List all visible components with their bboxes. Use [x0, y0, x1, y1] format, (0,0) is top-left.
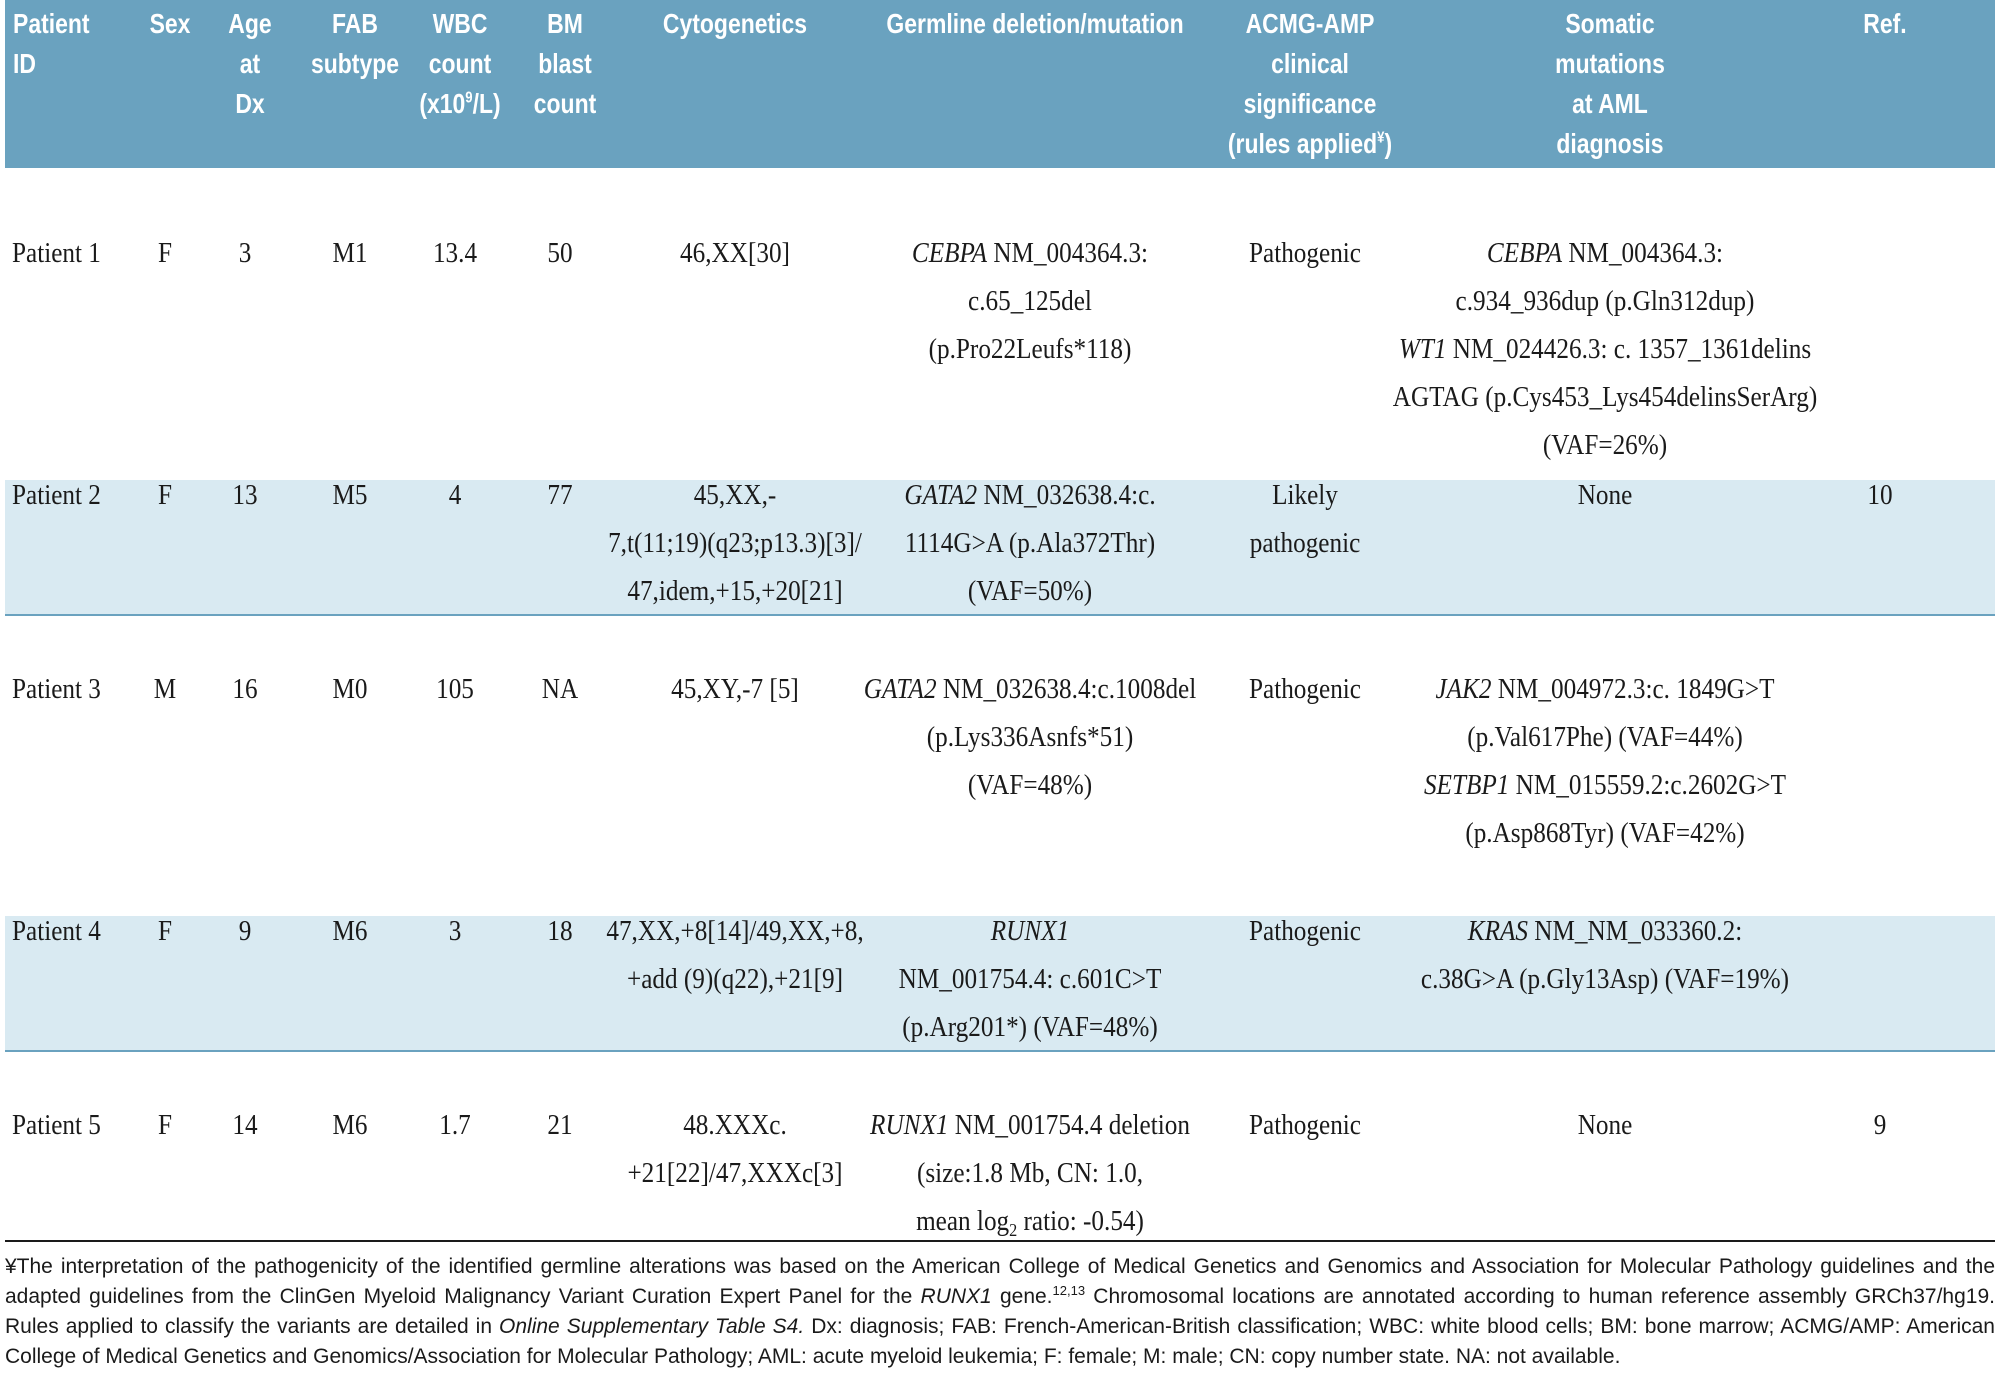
cell-fab: M0: [332, 674, 368, 705]
cell-sex: F: [157, 916, 173, 947]
gene-name: GATA2: [863, 674, 937, 705]
cell-ref: 9: [1873, 1110, 1887, 1141]
cell-somatic: None: [1577, 1110, 1633, 1141]
cell-wbc: 3: [448, 916, 462, 947]
cell-acmg: Pathogenic: [1249, 674, 1361, 705]
cell-cytogenetics: 46,XX[30]: [680, 238, 790, 269]
gene-name: JAK2: [1435, 674, 1492, 705]
gene-name: CEBPA: [911, 238, 988, 269]
header-acmg: ACMG-AMP clinical significance (rules applied¥): [1227, 8, 1393, 159]
header-patient-id: Patient ID: [13, 8, 90, 79]
cell-acmg: Pathogenic: [1249, 238, 1361, 269]
cell-sex: F: [157, 480, 173, 511]
cell-sex: M: [153, 674, 177, 705]
cell-wbc: 105: [436, 674, 474, 705]
cell-age: 3: [238, 238, 252, 269]
cell-germline: RUNX1 NM_001754.4 deletion (size:1.8 Mb, CN: 1.0, mean $\log_2$ ratio: -0.54): [870, 1110, 1190, 1240]
cell-wbc: 13.4: [432, 238, 478, 269]
header-cytogenetics: Cytogenetics: [662, 8, 808, 39]
cell-fab: M5: [332, 480, 368, 511]
cell-wbc: 4: [448, 480, 462, 511]
cell-germline: GATA2 NM_032638.4:c.1008del (p.Lys336Asnfs*51) (VAF=48%): [863, 674, 1197, 801]
cell-patient-id: Patient 1: [12, 238, 101, 269]
cell-cytogenetics: 47,XX,+8[14]/49,XX,+8, +add (9)(q22),+21[9]: [606, 916, 864, 995]
cell-acmg: Pathogenic: [1249, 916, 1361, 947]
cell-patient-id: Patient 4: [12, 916, 101, 947]
header-germline: Germline deletion/mutation: [886, 8, 1184, 39]
cell-age: 16: [232, 674, 258, 705]
cell-germline: RUNX1 NM_001754.4: c.601C>T (p.Arg201*) (VAF=48%): [898, 916, 1162, 1043]
gene-name: GATA2: [904, 480, 978, 511]
cell-somatic: None: [1577, 480, 1633, 511]
cell-bm: 18: [547, 916, 573, 947]
header-bm: BM blast count: [533, 8, 597, 119]
cell-wbc: 1.7: [439, 1110, 471, 1141]
cell-age: 9: [238, 916, 252, 947]
gene-name: CEBPA: [1486, 238, 1563, 269]
cell-cytogenetics: 48.XXXc. +21[22]/47,XXXc[3]: [627, 1110, 843, 1189]
cell-acmg: Pathogenic: [1249, 1110, 1361, 1141]
gene-name: RUNX1: [990, 916, 1070, 947]
cell-bm: 77: [547, 480, 573, 511]
cell-patient-id: Patient 3: [12, 674, 101, 705]
header-fab: FAB subtype: [310, 8, 400, 79]
cell-fab: M6: [332, 916, 368, 947]
cell-patient-id: Patient 5: [12, 1110, 101, 1141]
cell-acmg: Likely pathogenic: [1249, 480, 1361, 559]
cell-bm: 21: [547, 1110, 573, 1141]
cell-bm: 50: [547, 238, 573, 269]
cell-ref: 10: [1867, 480, 1893, 511]
cell-sex: F: [157, 1110, 173, 1141]
cell-germline: GATA2 NM_032638.4:c. 1114G>A (p.Ala372Thr) (VAF=50%): [904, 480, 1156, 607]
cell-somatic: CEBPA NM_004364.3: c.934_936dup (p.Gln312dup) WT1 NM_024426.3: c. 1357_1361delins AGTAG (p.Cys453_Lys454delinsSerArg) (VAF=26%): [1392, 238, 1818, 461]
gene-name: SETBP1: [1423, 770, 1510, 801]
cell-patient-id: Patient 2: [12, 480, 101, 511]
cell-somatic: KRAS NM_NM_033360.2: c.38G>A (p.Gly13Asp) (VAF=19%): [1420, 916, 1790, 995]
header-wbc: WBC count $(x10^9/L)$: [419, 8, 501, 119]
cell-cytogenetics: 45,XY,-7 [5]: [671, 674, 799, 705]
header-somatic: Somatic mutations at AML diagnosis: [1555, 8, 1665, 159]
gene-name: WT1: [1398, 334, 1447, 365]
header-ref: Ref.: [1863, 8, 1907, 39]
gene-name: KRAS: [1467, 916, 1528, 947]
table-header: [5, 0, 1995, 168]
cell-germline: CEBPA NM_004364.3: c.65_125del (p.Pro22Leufs*118): [911, 238, 1149, 365]
cell-age: 13: [232, 480, 258, 511]
cell-age: 14: [232, 1110, 258, 1141]
cell-sex: F: [157, 238, 173, 269]
cell-fab: M1: [332, 238, 368, 269]
cell-somatic: JAK2 NM_004972.3:c. 1849G>T (p.Val617Phe) (VAF=44%) SETBP1 NM_015559.2:c.2602G>T (p.Asp868Tyr) (VAF=42%): [1423, 674, 1787, 849]
cell-fab: M6: [332, 1110, 368, 1141]
cell-cytogenetics: 45,XX,- 7,t(11;19)(q23;p13.3)[3]/ 47,idem,+15,+20[21]: [608, 480, 862, 607]
gene-name: RUNX1: [870, 1110, 949, 1141]
cell-bm: NA: [541, 674, 579, 705]
header-sex: Sex: [149, 8, 191, 39]
table-footnote: ¥The interpretation of the pathogenicity of the identified germline alterations was based on the American College of Medical Genetics and Genomics and Association for Molecular Pathology guidelines and the adapted guidelines from the ClinGen Myeloid Malignancy Variant Curation Expert Panel for the RUNX1 gene.$^{12,13}$ Chromosomal locations are annotated according to human reference assembly GRCh37/hg19. Rules applied to classify the variants are detailed in Online Supplementary Table S4. Dx: diagnosis; FAB: French-American-British classification; WBC: white blood cells; BM: bone marrow; ACMG/AMP: American College of Medical Genetics and Genomics/Association for Molecular Pathology; AML: acute myeloid leukemia; F: female; M: male; CN: copy number state. NA: not available.: [5, 1255, 1995, 1368]
header-age: Age at Dx: [228, 8, 272, 119]
